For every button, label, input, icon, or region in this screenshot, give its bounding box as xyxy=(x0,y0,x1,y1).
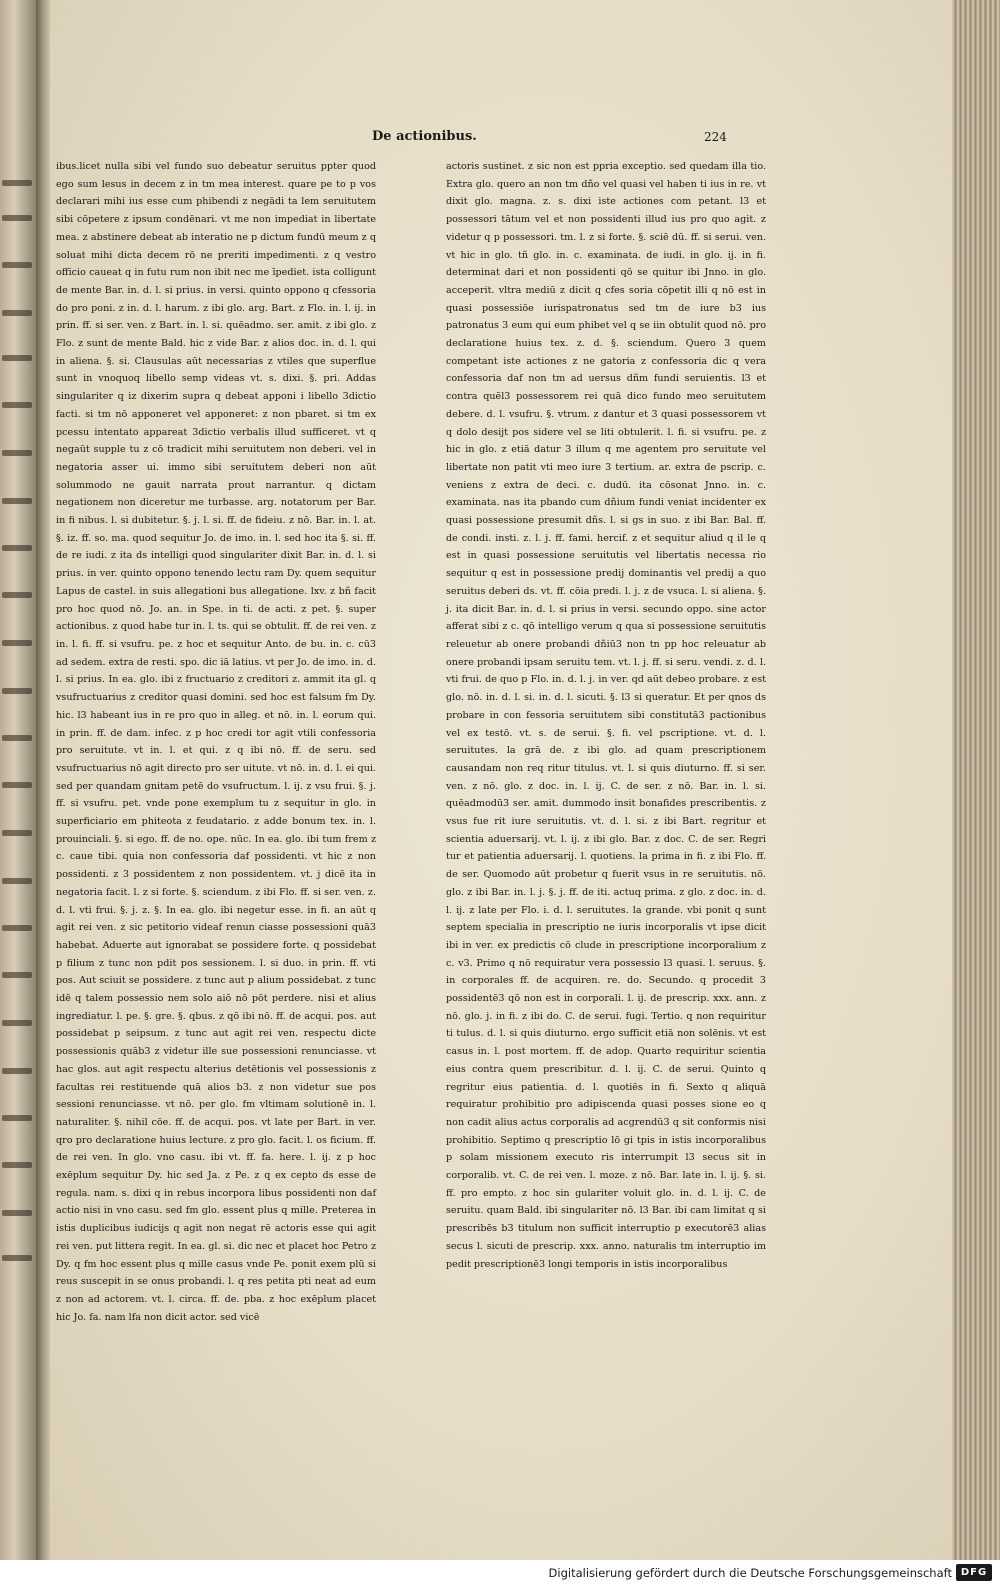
text-column-left xyxy=(56,158,376,1323)
folio-number: 224 xyxy=(704,130,727,144)
running-head: De actionibus. xyxy=(372,129,477,144)
dfg-logo: DFG xyxy=(956,1564,992,1581)
column-text: ibus.licet nulla sibi vel fundo suo debeatur seruitus ppter quod ego sum lesus in decem z in tm mea interest. quare pe to p vos declarari mihi ius esse cum phibendi z negādi ta lem seruitutem sibi cōpetere z ipsum condēnari. vt me non impediat in libertate mea. z abstinere debeat ab interatio ne p dictum fundū meum z q soluat mihi dicta decem rō ne preriti impedimenti. z q vestro officio caueat q in futu rum non ibit nec me īpediet. ista colligunt de mente Bar. in. d. l. si prius. in versi. quinto oppono q cfessoria do pro poni. z in. d. l. harum. z ibi glo. arg. Bart. z Flo. in. l. ij. in prin. ff. si ser. ven. z Bart. in. l. si. quēadmo. ser. amit. z ibi glo. z Flo. z sunt de mente Bald. hic z vide Bar. z alios doc. in. d. l. qui in aliena. §. si. Clausulas aūt necessarias z vtiles que superflue sunt in vnoquoq libello semp videas vt. s. dixi. §. pri. Addas singulariter q iz dixerim supra q debeat apponi i libello 3dictio facti. si tm nō apponeret vel apponeret: z non pbaret. si tm ex pcessu intentato appareat 3dictio verbalis illud sufficeret. vt q negaūt supple tu z cō tradicit mihi seruitutem non deberi. vel in negatoria asser ui. immo sibi seruitutem deberi non aūt solummodo ne gauit narrata prout narrantur. q dictam negationem non diceretur me turbasse. arg. notatorum per Bar. in fi nibus. l. si dubitetur. §. j. l. si. ff. de fideiu. z nō. Bar. in. l. at. §. iz. ff. so. ma. quod sequitur Jo. de imo. in. l. sed hoc ita §. si. ff. de re iudi. z ita ds intelligi quod singulariter dixit Bar. in. d. l. si prius. in ver. quinto oppono tenendo lectu ram Dy. quem sequitur Lapus de castel. in suis allegationi bus allegatione. lxv. z bñ facit pro hoc quod nō. Jo. an. in Spe. in ti. de acti. z pet. §. super actionibus. z quod habe tur in. l. ts. qui se obtulit. ff. de rei ven. z in. l. fi. ff. si vsufru. pe. z hoc et sequitur Anto. de bu. in. c. cū3 ad sedem. extra de resti. spo. dic iā latius. vt per Jo. de imo. in. d. l. si prius. In ea. glo. ibi z fructuario z creditori z. ammit ita gl. q vsufructuarius z creditor quasi domini. sed hoc est falsum fm Dy. hic. l3 habeant ius in re pro quo in alleg. et nō. in. l. eorum qui. in prin. ff. de dam. infec. z p hoc credi tor agit vtili confessoria pro seruitute. vt in. l. et qui. z q ibi nō. ff. de seru. sed vsufructuarius nō agit directo pro ser uitute. vt nō. in. d. l. ei qui. sed per quandam gnitam petē do vsufructum. l. ij. z vsu frui. §. j. ff. si vsufru. pet. vnde pone exemplum tu z sequitur in glo. in superficiario em phiteota z feudatario. z adde bonum tex. in. l. prouinciali. §. si ego. ff. de no. ope. nūc. In ea. glo. ibi tum frem z c. caue tibi. quia non confessoria daf possidenti. vt hic z non possidenti. z 3 possidentem z non possidentem. vt. j dicē ita in negatoria facit. l. z si forte. §. sciendum. z ibi Flo. ff. si ser. ven. z. d. l. vti frui. §. j. z. §. In ea. glo. ibi negetur esse. in fi. an aūt q agit rei ven. z sic petitorio videaf renun ciasse possessioni quā3 habebat. Aduerte aut ignorabat se possidere forte. q possidebat p filium z tunc non pdit pos sessionem. l. si duo. in prin. ff. vti pos. Aut sciuit se possidere. z tunc aut p alium possidebat. z tunc idē q talem possessio nem solo aiō nō pōt perdere. nisi et alius ingrediatur. l. pe. §. gre. §. qbus. z qō ibi nō. ff. de acqui. pos. aut possidebat p seipsum. z tunc aut agit rei ven. respectu dicte possessionis quāb3 z videtur ille sue possessioni renunciasse. vt hac glos. aut agit respectu alterius detētionis vel possessionis z facultas rei restituende quā alios b3. z non videtur sue pos sessioni renunciasse. vt nō. per glo. fm vltimam solutionē in. l. naturaliter. §. nihil cōe. ff. de acqui. pos. vt late per Bart. in ver. qro pro declaratione huius lecture. z pro glo. facit. l. os ficium. ff. de rei ven. In glo. vno casu. ibi vt. ff. fa. here. l. ij. z p hoc exēplum sequitur Dy. hic sed Ja. z Pe. z q ex cepto ds esse de regula. nam. s. dixi q in rebus incorpora libus possidenti non daf actio nisi in vno casu. sed fm glo. essent plus q mille. Preterea in istis duplicibus iudicijs q agit non negat rē actoris esse qui agit rei ven. put littera regit. In ea. gl. si. dic nec et placet hoc Petro z Dy. q fm hoc essent plus q mille casus vnde Pe. ponit exem plū si reus suscepit in se onus probandi. l. q res petita pti neat ad eum z non ad actorem. vt. l. circa. ff. de. pba. z hoc exēplum placet hic Jo. fa. nam lfa non dicit actor. sed vicē xyxy=(56,161,376,1323)
footer-bar xyxy=(0,1560,1000,1587)
book-page xyxy=(50,0,952,1560)
funding-credit: Digitalisierung gefördert durch die Deutsche Forschungsgemeinschaft xyxy=(548,1566,952,1580)
page-stack-edges xyxy=(952,0,1000,1560)
column-text: actoris sustinet. z sic non est ppria exceptio. sed quedam illa tio. Extra glo. quero an non tm dño vel quasi vel haben ti ius in re. vt dixit glo. magna. z. s. dixi iste actiones com petant. l3 et possessori tātum vel et non possidenti illud ius pro quo agit. z videtur q p possessori. tm. l. z si forte. §. sciē dū. ff. si serui. ven. vt hic in glo. tñ glo. in. c. examinata. de iudi. in glo. ij. in fi. determinat dari et non possidenti qō se quitur ibi Jnno. in glo. acceperit. vltra mediū z dicit q cfes soria cōpetit illi q nō est in quasi possessiōe iurispatronatus sed tm de iure b3 ius patronatus 3 eum qui eum phibet vel q se iin obtulit quod nō. pro declaratione huius tex. z. d. §. sciendum. Quero 3 quem competant iste actiones z ne gatoria z confessoria dic q vera confessoria daf non tm ad uersus dñm fundi seruientis. l3 et contra quēl3 possessorem rei quā dico fundo meo seruitutem debere. d. l. vsufru. §. vtrum. z dantur et 3 quasi possessorem vt q dolo desijt pos sidere vel se liti obtulerit. l. fi. si vsufru. pe. z hic in glo. z etiā datur 3 illum q me agentem pro seruitute vel libertate non patit vti meo iure 3 tertium. ar. extra de pscrip. c. veniens z extra de deci. c. dudū. ita cōsonat Jnno. in. c. examinata. nas ita pbando cum dñium fundi veniat incidenter ex quasi possessione presumit dñs. l. si gs in suo. z ibi Bar. Bal. ff. de condi. insti. z. l. j. ff. fami. hercif. z et sequitur aliud q il le q est in quasi possessione seruitutis vel libertatis necessa rio sequitur q est in possessione predij dominantis vel predij a quo seruitus deberi ds. vt. ff. cōia predi. l. j. z de vsuca. l. si aliena. §. j. ita dicit Bar. in. d. l. si prius in versi. secundo oppo. sine actor afferat sibi z c. qō intelligo verum q qua si possessione seruitutis releuetur ab onere probandi dñiū3 non tn pp hoc releuatur ab onere probandi ipsam seruitu tem. vt. l. j. ff. si seru. vendi. z. d. l. vti frui. de quo p Flo. in. d. l. j. in ver. qd aūt debeo probare. z est glo. nō. in. d. l. si. in. d. l. sicuti. §. l3 si queratur. Et per qnos ds probare in con fessoria seruitutem sibi constitutā3 pactionibus vel ex testō. vt. s. de serui. §. fi. vel pscriptione. vt. d. l. seruitutes. la grā de. z ibi glo. ad quam prescriptionem causandam non req ritur titulus. vt. l. si quis diuturno. ff. si ser. ven. z nō. glo. z doc. in. l. ij. C. de ser. z nō. Bar. in. l. si. quēadmodū3 ser. amit. dummodo insit bonafides prescribentis. z vsus fue rit iure seruitutis. vt. d. l. si. z ibi Bart. regritur et scientia aduersarij. vt. l. ij. z ibi glo. Bar. z doc. C. de ser. Regri tur et patientia aduersarij. l. quotiens. la prima in fi. z ibi Flo. ff. de ser. Quomodo aūt probetur q fuerit vsus in re seruitutis. nō. glo. z ibi Bar. in. l. j. §. j. ff. de iti. actuq prima. z glo. z doc. in. d. l. ij. z late per Flo. i. d. l. seruitutes. la grande. vbi ponit q sunt septem specialia in prescriptio ne iuris incorporalis vt ipse dicit ibi in ver. ex predictis cō clude in prescriptione incorporalium z c. v3. Primo q nō requiratur vera possessio l3 quasi. l. seruus. §. in corporales ff. de acquiren. re. do. Secundo. q procedit 3 possidentē3 qō non est in corporali. l. ij. de prescrip. xxx. ann. z nō. glo. j. in fi. z ibi do. C. de serui. fugi. Tertio. q non requiritur ti tulus. d. l. si quis diuturno. ergo sufficit etiā non solēnis. vt est casus in. l. post mortem. ff. de adop. Quarto requiritur scientia eius contra quem prescribitur. d. l. ij. C. de serui. Quinto q regritur eius patientia. d. l. quotiēs in fi. Sexto q aliquā requiratur prohibitio pro adipiscenda quasi posses sione eo q non cadit alius actus corporalis ad acgrendū3 q sit conformis nisi prohibitio. Septimo q prescriptio lō gi tpis in istis incorporalibus p solam missionem executo ris interrumpit l3 secus sit in corporalib. vt. C. de rei ven. l. moze. z nō. Bar. late in. l. ij. §. si. ff. pro empto. z hoc sin gulariter voluit glo. in. d. l. ij. C. de seruitu. quam Bald. ibi singulariter nō. l3 Bar. ibi cam limitat q si prescribēs b3 titulum non sufficit interruptio p executorē3 alias secus l. sicuti de prescrip. xxx. anno. naturalis tm interruptio im pedit prescriptionē3 longi temporis in istis incorporalibus xyxy=(446,161,766,1270)
text-column-right xyxy=(446,158,766,1270)
facing-page-edge xyxy=(0,0,36,1587)
